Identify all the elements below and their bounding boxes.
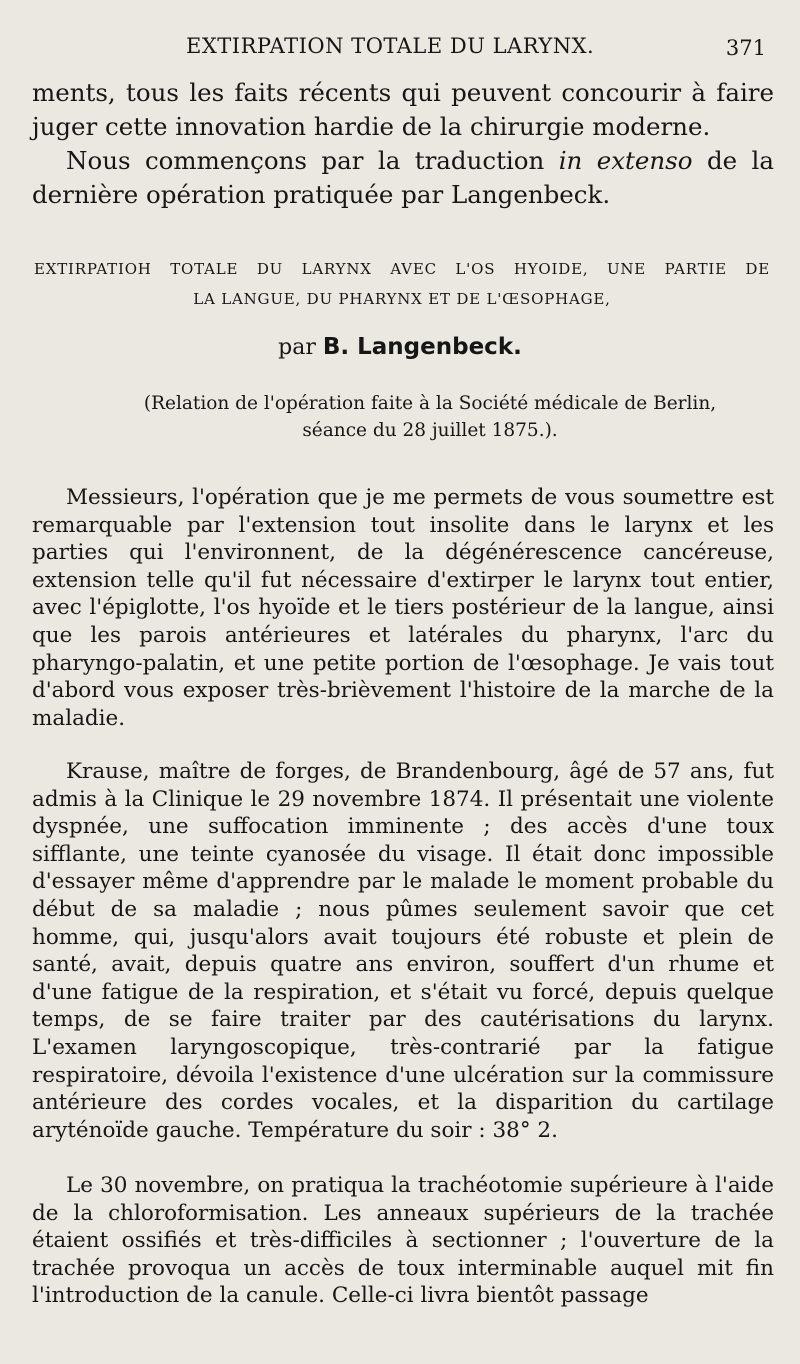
body-paragraph-3: Le 30 novembre, on pratiqua la trachéotomie supérieure à l'aide de la chloroformisation. Les anneaux supérieurs de la trachée étaient ossifiés et très-difficiles à sectionner ; l'ouverture de la trachée provoqua un accès de toux interminable auquel mit fin l'introduction de la canule. Celle-ci livra bientôt passage xyxy=(32,1173,774,1309)
relation-line-2: séance du 28 juillet 1875.). xyxy=(302,420,558,441)
translation-text-start: Nous commençons par la traduction xyxy=(66,146,559,175)
article-title-line-1: EXTIRPATIOH TOTALE DU LARYNX AVEC L'OS HYOIDE, UNE PARTIE DE xyxy=(34,260,770,278)
body-paragraph-2: Krause, maître de forges, de Brandenbourg, âgé de 57 ans, fut admis à la Clinique le 29 novembre 1874. Il présentait une violente dyspnée, une suffocation imminente ; des accès d'une toux sifflante, une teinte cyanosée du visage. Il était donc impossible d'essayer même d'apprendre par le malade le moment probable du début de sa maladie ; nous pûmes seulement savoir que cet homme, qui, jusqu'alors avait toujours été robuste et plein de santé, avait, depuis quatre ans environ, souffert d'un rhume et d'une fatigue de la respiration, et s'était vu forcé, depuis quelque temps, de se faire traiter par des cautérisations du larynx. L'examen laryngoscopique, très-contrarié par la fatigue respiratoire, dévoila l'existence d'une ulcération sur la commissure antérieure des cordes vocales, et la disparition du cartilage aryténoïde gauche. Température du soir : 38° 2. xyxy=(32,759,774,1143)
translation-text-end: de la dernière opération pratiquée par Langenbeck. xyxy=(32,146,774,209)
page-number: 371 xyxy=(725,36,766,60)
intro-translation-note xyxy=(32,144,774,212)
byline xyxy=(0,334,800,360)
byline-prefix: par xyxy=(278,335,323,360)
article-title-line-2: LA LANGUE, DU PHARYNX ET DE L'ŒSOPHAGE, xyxy=(193,290,611,308)
intro-continuation: ments, tous les faits récents qui peuvent concourir à faire juger cette innovation hardie de la chirurgie moderne. xyxy=(32,78,774,141)
translation-italic: in extenso xyxy=(558,146,693,175)
article-title xyxy=(34,254,770,314)
running-title: EXTIRPATION TOTALE DU LARYNX. xyxy=(186,34,595,58)
relation-line-1: (Relation de l'opération faite à la Société médicale de Berlin, xyxy=(143,393,717,414)
relation-note xyxy=(100,390,760,444)
author-name: B. Langenbeck. xyxy=(322,334,522,360)
body-paragraph-1: Messieurs, l'opération que je me permets de vous soumettre est remarquable par l'extension tout insolite dans le larynx et les parties qui l'environnent, de la dégénérescence cancéreuse, extension telle qu'il fut nécessaire d'extirper le larynx tout entier, avec l'épiglotte, l'os hyoïde et le tiers postérieur de la langue, ainsi que les parois antérieures et latérales du pharynx, l'arc du pharyngo-palatin, et une petite portion de l'œsophage. Je vais tout d'abord vous exposer très-brièvement l'histoire de la marche de la maladie. xyxy=(32,485,774,731)
